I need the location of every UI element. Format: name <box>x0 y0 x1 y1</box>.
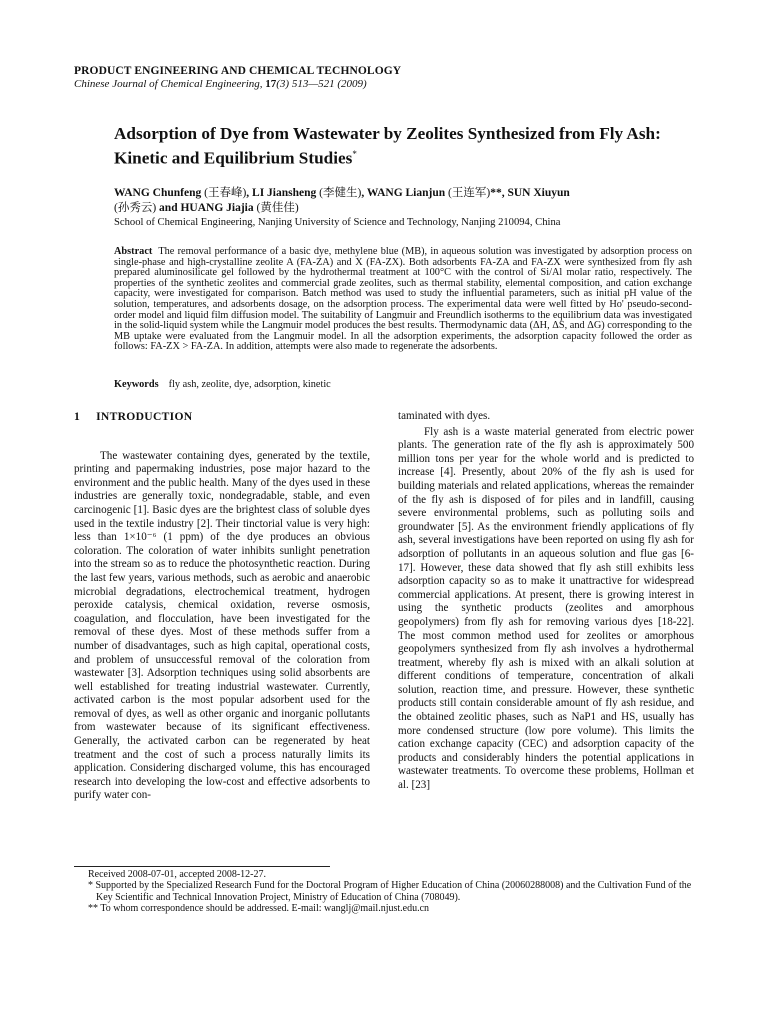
author-name: WANG Chunfeng <box>114 187 202 199</box>
author-name: HUANG Jiajia <box>180 202 254 214</box>
journal-name: PRODUCT ENGINEERING AND CHEMICAL TECHNOLOGY <box>74 65 402 77</box>
left-column <box>74 410 370 803</box>
body-paragraph-continuation: taminated with dyes. <box>398 410 491 422</box>
citation-volume: 17 <box>265 78 277 90</box>
affiliation: School of Chemical Engineering, Nanjing University of Science and Technology, Nanjing 210094, China <box>114 217 561 228</box>
author-list: WANG Chunfeng (王春峰), LI Jiansheng (李健生), WANG Lianjun (王连军)**, SUN Xiuyun (孙秀云) and HUANG Jiajia (黄佳佳) <box>114 187 570 214</box>
correspondence-footnote: ** To whom correspondence should be addressed. E-mail: wanglj@mail.njust.edu.cn <box>88 902 430 914</box>
footnote-divider <box>74 866 330 867</box>
corresponding-mark: ** <box>490 187 502 199</box>
journal-citation: Chinese Journal of Chemical Engineering, 17(3) 513—521 (2009) <box>74 78 367 90</box>
title-block <box>114 123 674 169</box>
citation-rest: (3) 513—521 (2009) <box>276 78 367 90</box>
abstract <box>114 247 692 353</box>
author-name: SUN Xiuyun <box>507 187 570 199</box>
section-title: INTRODUCTION <box>96 410 193 423</box>
author-name-chinese: (黄佳佳) <box>256 202 299 214</box>
received-date: Received 2008-07-01, accepted 2008-12-27. <box>88 869 266 880</box>
title-footnote-mark: * <box>352 149 357 159</box>
abstract-text: The removal performance of a basic dye, methylene blue (MB), in aqueous solution was investigated by adsorption process on single-phase and high-crystalline zeolite A (FA-ZA) and X (FA-ZX). Both adsorbents FA-ZA and FA-ZX were synthesized from fly ash prepared aluminosilicate gel followed by the hydrothermal treatment at 100°C with the control of Si/Al molar ratio, respectively. The properties of the synthetic zeolites and commercial grade zeolites, such as thermal stability, elemental composition, and cation exchange capacity, were investigated for comparison. Batch method was used to study the influential parameters, such as initial pH value of the solution, temperatures, and adsorbents dosage, on the adsorption process. The experimental data were well fitted by Ho' pseudo-second-order model and liquid film diffusion model. The suitability of Langmuir and Freundlich isotherms to the equilibrium data was investigated in the solid-liquid system while the Langmuir model produces the best results. Thermodynamic data (ΔH, ΔS, and ΔG) corresponding to the MB uptake were evaluated from the Langmuir model. In all the adsorption experiments, the adsorption capacity followed the order as follows: FA-ZX > FA-ZA. In addition, attempts were also made to regenerate the adsorbents. <box>114 246 692 353</box>
author-name: LI Jiansheng <box>252 187 317 199</box>
author-name-chinese: (王春峰) <box>204 187 247 199</box>
author-name-chinese: (王连军) <box>448 187 491 199</box>
and-word: and <box>159 202 178 214</box>
right-column <box>398 410 694 793</box>
keywords-text: fly ash, zeolite, dye, adsorption, kinetic <box>168 379 331 390</box>
funding-footnote: * Supported by the Specialized Research Fund for the Doctoral Program of Higher Education of China (20060288008) and the Cultivation Fund of the Key Scientific and Technical Innovation Project, Ministry of Education of China (708049). <box>88 880 692 903</box>
section-number: 1 <box>74 410 81 423</box>
keywords <box>114 379 692 391</box>
paper-title <box>114 123 674 169</box>
author-name: WANG Lianjun <box>366 187 446 199</box>
author-name-chinese: (孙秀云) <box>114 202 157 214</box>
journal-header <box>74 64 694 91</box>
paper-title-text: Adsorption of Dye from Wastewater by Zeolites Synthesized from Fly Ash: Kinetic and Equilibrium Studies <box>114 124 661 168</box>
body-paragraph: The wastewater containing dyes, generated by the textile, printing and papermaking industries, pose major hazard to the environment and the public health. Many of the dyes used in these industries are generally toxic, nondegradable, stable, and even carcinogenic [1]. Basic dyes are the brightest class of soluble dyes used in the textile industry [2]. Their tinctorial value is very high: less than 1×10⁻⁶ (1 ppm) of the dye produces an obvious coloration. The coloration of water inhibits sunlight penetration into the stream so as to reduce the photosynthetic reaction. During the last few years, various methods, such as aerobic and anaerobic microbial degradations, electrochemical treatment, hydrogen peroxide catalysis, chemical oxidation, reverse osmosis, coagulation, and flocculation, have been investigated for the removal of these dyes. Most of these methods suffer from a number of disadvantages, such as high capital, operational costs, and problem of unsuccessful removal of the coloration from wastewater [3]. Adsorption techniques using solid absorbents are well established for treating industrial wastewater. Currently, activated carbon is the most popular adsorbent used for the removal of dyes, as well as other organic and inorganic pollutants from wastewater because of its significant effectiveness. Generally, the activated carbon can be regenerated by heat treatment and the cost of such a process naturally limits its application. Considering discharged volume, this has encouraged research into developing the low-cost and effective adsorbents to purify water con- <box>74 449 370 802</box>
citation-journal: Chinese Journal of Chemical Engineering <box>74 78 260 90</box>
abstract-label: Abstract <box>114 246 153 257</box>
keywords-label: Keywords <box>114 379 159 390</box>
author-name-chinese: (李健生) <box>319 187 362 199</box>
section-heading <box>74 410 370 424</box>
body-paragraph: Fly ash is a waste material generated from electric power plants. The generation rate of the fly ash is approximately 500 million tons per year for the whole world and is predicted to increase [4]. Presently, about 20% of the fly ash is used for building materials and related applications, whereas the remainder of the fly ash is disposed of for piles and in landfill, causing severe environmental problems, such as polluting soils and groundwater [5]. As the environment friendly applications of fly ash, several investigations have been reported on using fly ash for adsorption of pollutants in an aqueous solution and flue gas [6-17]. However, these data showed that fly ash still exhibits less adsorption capacity so as to make it unattractive for widespread commercial applications. At present, there is growing interest in using the synthetic products (zeolites and amorphous geopolymers) from fly ash for removing various dyes [18-22]. The most common method used for zeolites or amorphous geopolymers synthesized from fly ash involves a hydrothermal treatment, whereby fly ash is mixed with an alkali solution at different conditions of temperature, concentration of alkali solution, reaction time, and pressure. However, these synthetic products still contain considerable amount of fly ash residue, and the obtained zeolitic phases, such as NaP1 and HS, usually has more condensed structure (low pore volume). This limits the cation exchange capacity (CEC) and adsorption capacity of the products and considerably hinders the potential applications in wastewater treatments. To overcome these problems, Hollman et al. [23] <box>398 425 694 792</box>
footnotes <box>74 869 694 914</box>
